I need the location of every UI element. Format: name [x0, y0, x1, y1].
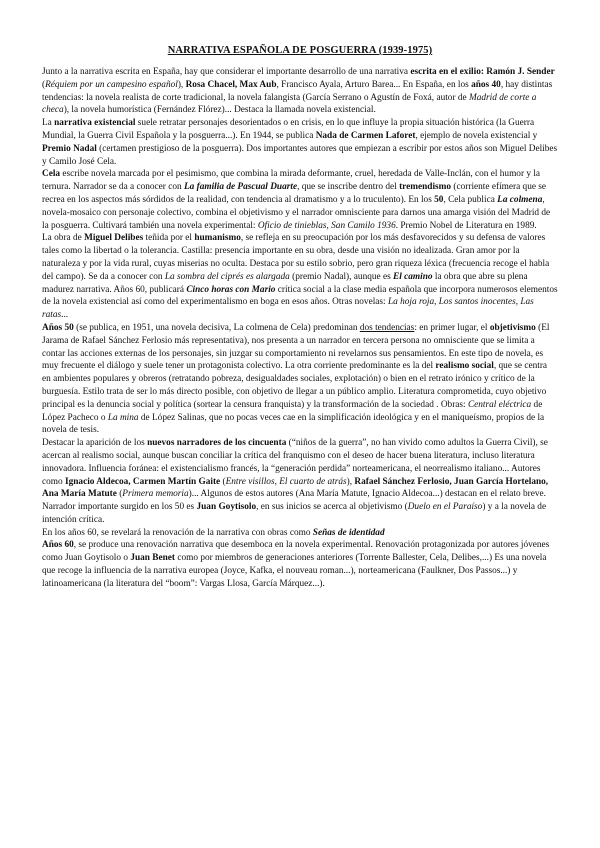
- paragraph-3-segment: . Premio Nobel de Literatura en 1989.: [395, 220, 537, 231]
- paragraph-4-segment: humanismo: [194, 233, 241, 244]
- paragraph-8-segment: Juan Benet: [130, 553, 176, 564]
- paragraph-5-segment: de López Pacheco o: [42, 399, 543, 423]
- paragraph-5-segment: Años 50: [42, 322, 74, 333]
- paragraph-2-segment: suele retratar personajes desorientados o en crisis, en lo que influye la propia situación histórica (la Guerra Mundial, la Guerra Civil Española y la posguerra...). En 1944, se publica: [42, 118, 535, 141]
- paragraph-1-segment: escrita en el exilio: Ramón J. Sender: [410, 67, 555, 77]
- paragraph-3: [42, 168, 558, 232]
- paragraph-6-segment: , en sus inicios se acerca al objetivismo (: [256, 502, 408, 513]
- paragraph-3-segment: tremendismo: [399, 182, 452, 193]
- paragraph-4-segment: La hoja roja, Los santos inocentes, Las ratas: [42, 297, 534, 321]
- paragraph-5-segment: (se publica, en 1951, una novela decisiva, La colmena de Cela) predominan: [73, 322, 360, 333]
- paragraph-6-segment: (: [116, 489, 123, 500]
- paragraph-6-segment: nuevos narradores de los cincuenta: [147, 438, 287, 449]
- paragraph-3-segment: , que se inscribe dentro del: [297, 182, 400, 193]
- paragraph-1-segment: , Francisco Ayala, Arturo Barea... En España, en los: [276, 79, 472, 90]
- paragraph-2-segment: La: [42, 118, 55, 129]
- paragraph-6-segment: Primera memoria: [122, 489, 189, 500]
- paragraph-2-segment: Premio Nadal: [42, 143, 97, 154]
- paragraph-8-segment: como por miembros de generaciones anteriores (Torrente Ballester, Cela, Delibes,...) Es una novela que recoge la influencia de la narrativa europea (Joyce, Kafka, el nouveau roman...), norteamericana (Faulkner, Dos Passos...) y latinoamericana (la literatura del “boom”: Vargas Llosa, García Márquez...).: [42, 553, 547, 589]
- paragraph-4-segment: El camino: [393, 271, 433, 282]
- paragraph-8-segment: , se produce una renovación narrativa que desemboca en la novela experimental. Renovación protagonizada por autores jóvenes como Juan Goytisolo o: [42, 540, 550, 564]
- paragraph-2-segment: , ejemplo de novela existencial y: [415, 130, 538, 141]
- paragraph-6-segment: ) y a la novela de intención crítica.: [42, 502, 547, 525]
- paragraph-5-segment: : en primer lugar, el: [414, 322, 490, 333]
- document-title: NARRATIVA ESPAÑOLA DE POSGUERRA (1939-1975): [167, 45, 433, 56]
- paragraph-5-segment: de López Salinas, que no pocas veces cae en la simplificación ideológica y en el maniqueísmo, propios de la novela de tesis.: [42, 412, 545, 436]
- paragraph-5-segment: (El Jarama de Rafael Sánchez Ferlosio más representativa), nos presenta a un narrador en tercera persona no omnisciente que se limita a contar las acciones externas de los personajes, sin juzgar su comportamiento ni revelarnos sus pensamientos. En este tipo de novela, es muy frecuente el diálogo y suele tener un protagonista colectivo. La otra corriente predominante es la del: [42, 322, 550, 372]
- paragraph-3-segment: escribe novela marcada por el pesimismo, que combina la mirada deformante, cruel, heredada de Valle-Inclán, con el humor y la ternura. Narrador se da a conocer con: [42, 169, 541, 193]
- paragraph-2-segment: (certamen prestigioso de la posguerra). Dos importantes autores que empiezan a escribir por estos años son Miguel Delibes y Camilo José Cela.: [42, 143, 558, 167]
- paragraph-2-segment: Nada de Carmen Laforet: [315, 130, 416, 141]
- paragraph-7-segment: En los años 60, se revelará la renovación de la narrativa con obras como: [42, 527, 313, 538]
- paragraph-7: [42, 527, 558, 540]
- paragraph-6-segment: )... Algunos de estos autores (Ana María Matute, Ignacio Aldecoa...) destacan en el relato breve. Narrador importante surgido en los 50 es: [42, 489, 546, 513]
- paragraph-4-segment: Cinco horas con Mario: [186, 284, 276, 295]
- paragraph-5: [42, 322, 558, 437]
- paragraph-3-segment: Oficio de tinieblas, San Camilo 1936: [257, 220, 396, 231]
- paragraph-4-segment: teñida por el: [143, 233, 195, 244]
- paragraph-4-segment: Miguel Delibes: [84, 233, 144, 244]
- paragraph-4-segment: ...: [61, 310, 69, 321]
- paragraph-8: [42, 539, 558, 590]
- paragraph-5-segment: La mina: [107, 412, 139, 423]
- paragraph-6-segment: Rafael Sánchez Ferlosio, Juan García Hortelano, Ana María Matute: [42, 476, 549, 500]
- paragraph-2-segment: narrativa existencial: [54, 118, 136, 129]
- paragraph-1-segment: Madrid de corte a checa: [42, 92, 537, 116]
- paragraph-3-segment: 50: [434, 194, 444, 205]
- paragraph-4-segment: La obra de: [42, 233, 85, 244]
- paragraph-1-segment: ), la novela humorística (Fernández Flórez)... Destaca la llamada novela existencial.: [63, 105, 376, 116]
- paragraph-1-segment: Rosa Chacel, Max Aub: [185, 79, 277, 90]
- paragraph-5-segment: objetivismo: [489, 322, 536, 333]
- paragraph-4-segment: la obra que abre su plena madurez narrativa. Años 60, publicará: [42, 271, 528, 295]
- paragraph-2: [42, 117, 558, 168]
- paragraph-1-segment: años 40: [471, 79, 501, 90]
- paragraph-1-segment: , hay distintas tendencias: la novela realista de corte tradicional, la novela falangista (García Serrano o Agustín de Foxá, autor de: [42, 79, 553, 103]
- paragraph-1-segment: (: [42, 79, 46, 90]
- paragraph-6-segment: (“niños de la guerra”, no han vivido como adultos la Guerra Civil), se acercan al realismo social, aunque buscan conciliar la crítica del franquismo con el deseo de hacer buena literatura, incluso literatura innovadora. Influencia foránea: el existencialismo francés, la “generación perdida” norteamericana, el neorrealismo italiano... Autores como: [42, 438, 548, 487]
- paragraph-6-segment: ),: [346, 476, 355, 487]
- paragraph-6-segment: Duelo en el Paraíso: [407, 502, 483, 513]
- paragraph-1-segment: Junto a la narrativa escrita en España, hay que considerar el importante desarrollo de una narrativa: [42, 67, 411, 77]
- paragraph-4-segment: crítica social a la clase media española que incorpora numerosos elementos de la novela existencial así como del experimentalismo en boga en esos años. Otras novelas:: [42, 284, 558, 308]
- paragraph-6-segment: Ignacio Aldecoa, Carmen Martín Gaite: [64, 476, 221, 487]
- paragraph-5-segment: Central eléctrica: [467, 399, 532, 410]
- paragraph-3-segment: La familia de Pascual Duarte: [183, 182, 298, 193]
- paragraph-6-segment: Destacar la aparición de los: [42, 438, 148, 449]
- paragraph-6: [42, 437, 558, 527]
- document-body: [42, 66, 558, 591]
- paragraph-4-segment: (premio Nadal), aunque es: [289, 271, 394, 282]
- paragraph-6-segment: Entre visillos, El cuarto de atrás: [225, 476, 347, 487]
- paragraph-3-segment: Cela: [42, 169, 61, 180]
- paragraph-5-segment: , que se centra en ambientes populares y obreros (retratando pobreza, desigualdades sociales, explotación) o bien en el retrato irónico y crítico de la burguesía. Estilo trata de ser lo más directo posible, con objetivo de llegar a un público amplio. Literatura comprometida, cuyo objetivo principal es la denuncia social y política (sortear la censura franquista) y la transformación de la sociedad . Obras:: [42, 361, 548, 410]
- paragraph-6-segment: Juan Goytisolo: [196, 502, 257, 513]
- paragraph-7-segment: Señas de identidad: [312, 527, 385, 538]
- paragraph-3-segment: (corriente efímera que se recrea en los aspectos más sórdidos de la realidad, con tendencia al dramatismo y a lo truculento). En los: [42, 182, 547, 205]
- paragraph-4-segment: La sombra del ciprés es alargada: [164, 271, 290, 282]
- paragraph-5-segment: dos tendencias: [359, 322, 415, 333]
- paragraph-4-segment: , se refleja en su preocupación por los más desfavorecidos y su defensa de valores tales como la libertad o la tolerancia. Castilla: presencia importante en su obra, desde una visión no idealizada. Gran amor por la naturaleza y por la vida rural, cuyas miserias no oculta. Destaca por su estilo sobrio, pero gran riqueza léxica (frecuencia recoge el habla del campo). Se da a conocer con: [42, 233, 550, 282]
- paragraph-1-segment: ),: [177, 79, 186, 90]
- paragraph-5-segment: realismo social: [435, 361, 494, 372]
- paragraph-3-segment: , novela-mosaico con personaje colectivo, combina el objetivismo y el narrador omnisciente para darnos una amarga visión del Madrid de la posguerra. Cultivará también una novela experimental:: [42, 194, 551, 231]
- paragraph-3-segment: , Cela publica: [443, 194, 498, 205]
- paragraph-6-segment: (: [220, 476, 226, 487]
- paragraph-8-segment: Años 60: [42, 540, 74, 551]
- paragraph-1-segment: Réquiem por un campesino español: [45, 79, 178, 90]
- paragraph-1: [42, 66, 558, 117]
- paragraph-4: [42, 232, 558, 322]
- paragraph-3-segment: La colmena: [497, 194, 543, 205]
